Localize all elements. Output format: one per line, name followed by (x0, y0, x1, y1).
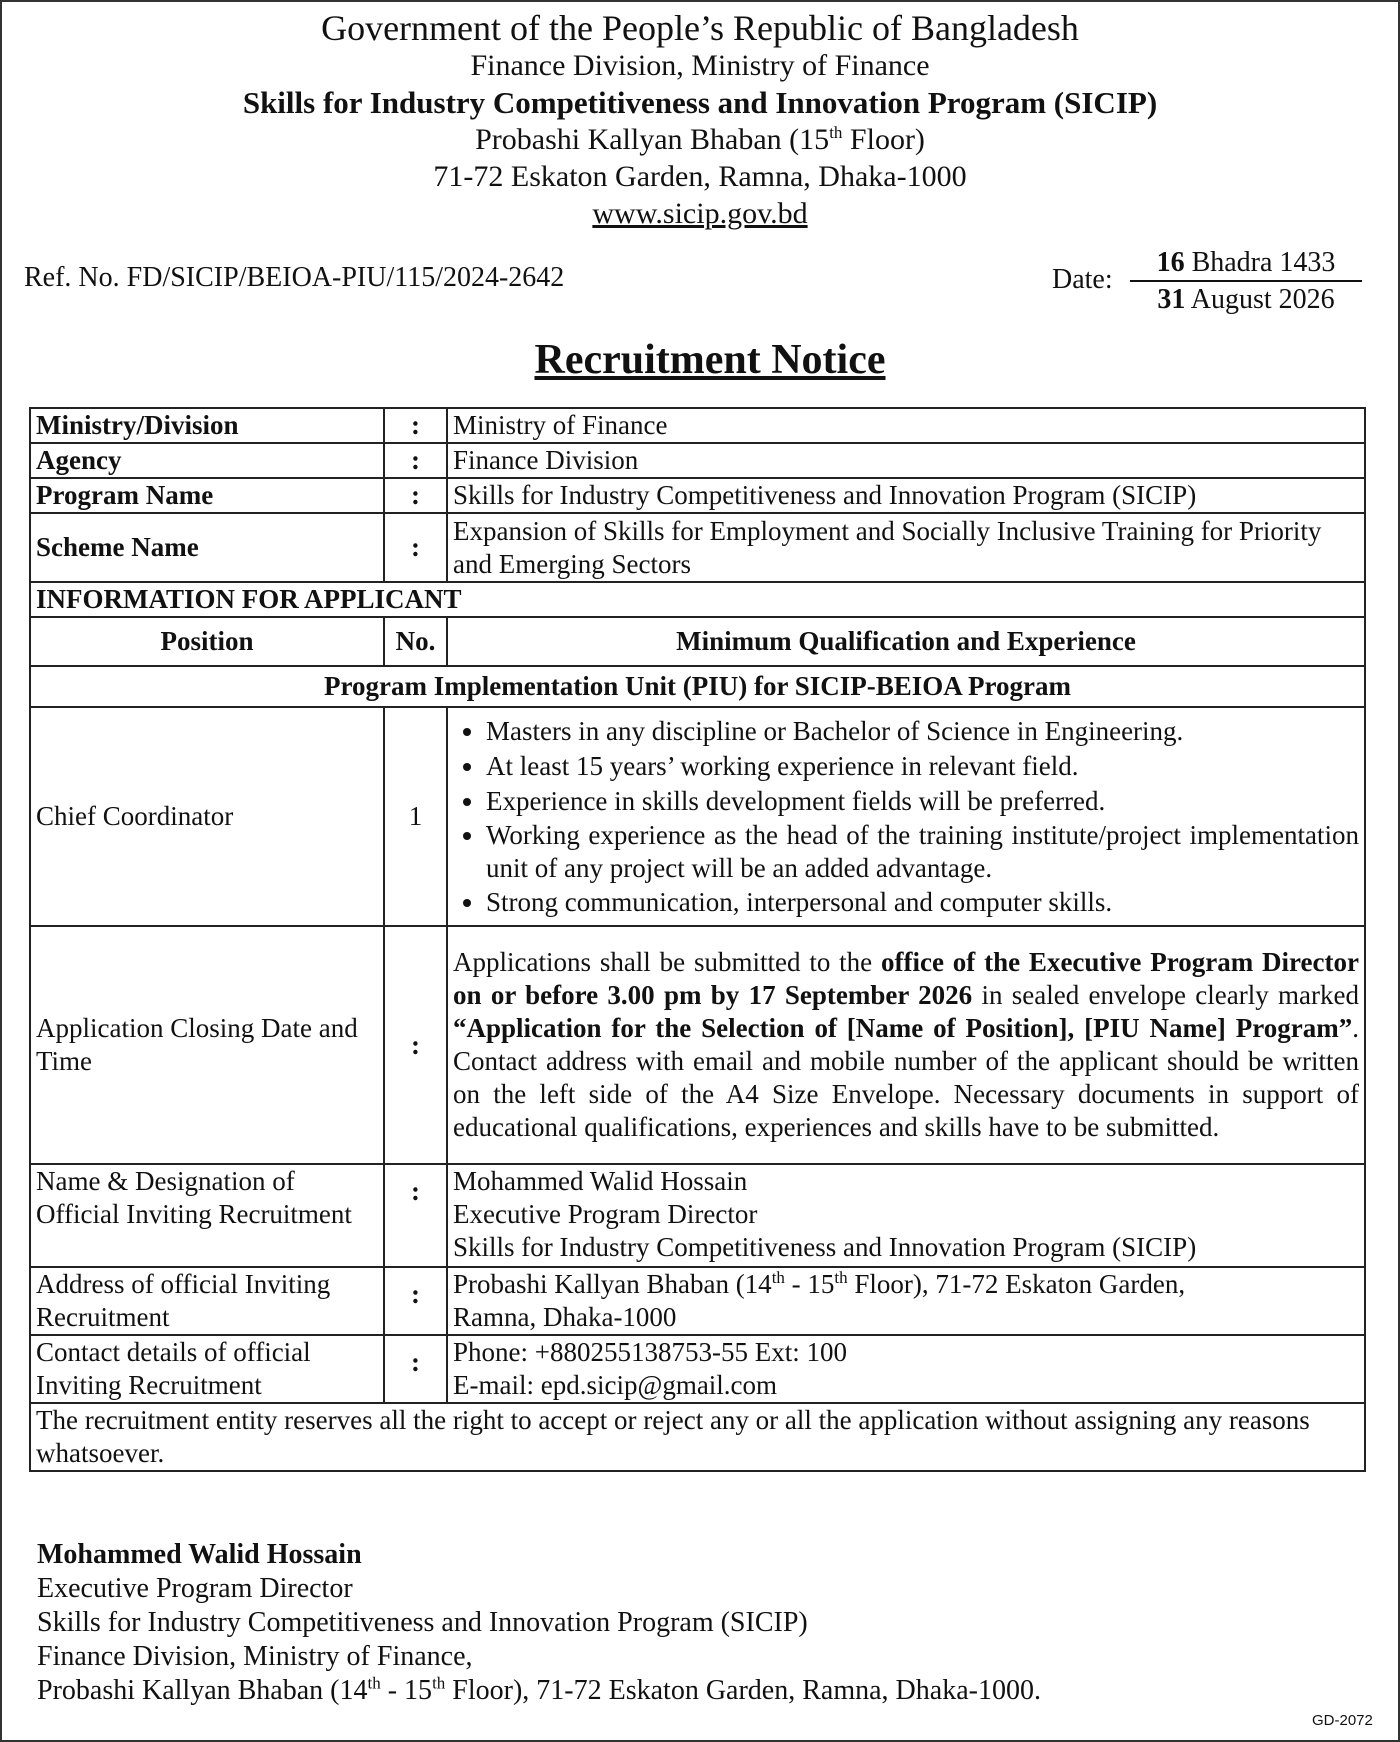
date-bangla-day: 16 (1156, 247, 1185, 278)
address-text-2: - 15 (784, 1269, 835, 1299)
table-row (30, 443, 1365, 478)
signatory-designation: Executive Program Director (37, 1573, 353, 1604)
row-label: Ministry/Division (30, 408, 384, 443)
building-floor: Floor) (842, 123, 925, 156)
position-name: Chief Coordinator (30, 707, 384, 926)
address-line-1 (453, 1268, 1359, 1301)
program-name: Skills for Industry Competitiveness and Innovation Program (SICIP) (242, 85, 1158, 120)
envelope-marking: “Application for the Selection of [Name of Position], [PIU Name] Program” (453, 1013, 1353, 1043)
document-code: GD-2072 (1312, 1712, 1373, 1729)
row-colon: : (384, 443, 447, 478)
section-heading-row (30, 582, 1365, 617)
government-name: Government of the People’s Republic of Bangladesh (321, 8, 1079, 48)
address-text-3: Floor), 71-72 Eskaton Garden, (847, 1269, 1186, 1299)
closing-text-3: . Contact address with email and mobile number of the applicant should be written on the left side of the A4 Size Envelope. Necessary documents in support of educational qualifications, experiences and skills have to be submitted. (453, 1013, 1359, 1142)
list-item: • Working experience as the head of the training institute/project implementation unit of any project will be an added advantage. (486, 819, 1359, 885)
notice-title: Recruitment Notice (534, 337, 886, 383)
closing-deadline: office of the Executive Program Director on or before 3.00 pm by 17 September 2026 (453, 947, 1359, 1010)
closing-label: Application Closing Date and Time (30, 926, 384, 1164)
contact-row (30, 1335, 1365, 1403)
row-colon: : (384, 1267, 447, 1335)
address-row (30, 1267, 1365, 1335)
contact-email[interactable]: E-mail: epd.sicip@gmail.com (453, 1370, 778, 1400)
division-name: Finance Division, Ministry of Finance (470, 49, 930, 82)
list-item: • Experience in skills development fields will be preferred. (486, 784, 1359, 819)
row-colon: : (384, 1335, 447, 1403)
column-no: No. (384, 617, 447, 666)
address-label: Address of official Inviting Recruitment (30, 1267, 384, 1335)
disclaimer: The recruitment entity reserves all the right to accept or reject any or all the application without assigning any reasons whatsoever. (30, 1403, 1365, 1471)
row-label: Agency (30, 443, 384, 478)
unit-heading-row (30, 666, 1365, 707)
date-english (1130, 282, 1362, 318)
building-text: Probashi Kallyan Bhaban (15 (475, 123, 830, 156)
row-colon: : (384, 478, 447, 513)
official-value (447, 1164, 1365, 1267)
position-row (30, 707, 1365, 926)
address-line: 71-72 Eskaton Garden, Ramna, Dhaka-1000 (433, 160, 967, 193)
disclaimer-row (30, 1403, 1365, 1471)
address-value (447, 1267, 1365, 1335)
position-count: 1 (384, 707, 447, 926)
sig-addr-1: Probashi Kallyan Bhaban (14 (37, 1675, 368, 1706)
building-line (0, 121, 1400, 158)
qualification-list (453, 714, 1359, 920)
official-row (30, 1164, 1365, 1267)
closing-text-1: Applications shall be submitted to the (453, 947, 881, 977)
row-colon: : (384, 1164, 447, 1267)
official-name: Mohammed Walid Hossain (453, 1166, 748, 1196)
list-item: • At least 15 years’ working experience in relevant field. (486, 749, 1359, 784)
list-item: • Masters in any discipline or Bachelor of Science in Engineering. (486, 714, 1359, 749)
date-english-rest: August 2026 (1185, 284, 1335, 315)
signature-block (37, 1538, 1041, 1708)
table-row (30, 408, 1365, 443)
table-row (30, 478, 1365, 513)
reference-number: Ref. No. FD/SICIP/BEIOA-PIU/115/2024-2642 (24, 262, 565, 293)
address-sup-1: th (771, 1268, 785, 1287)
date-english-day: 31 (1157, 284, 1186, 315)
signatory-division: Finance Division, Ministry of Finance, (37, 1641, 473, 1672)
row-value: Finance Division (447, 443, 1365, 478)
address-line-2: Ramna, Dhaka-1000 (453, 1302, 677, 1332)
official-program: Skills for Industry Competitiveness and Innovation Program (SICIP) (453, 1232, 1197, 1262)
closing-text (447, 926, 1365, 1164)
row-colon: : (384, 513, 447, 582)
official-label: Name & Designation of Official Inviting Recruitment (30, 1164, 384, 1267)
row-colon: : (384, 926, 447, 1164)
address-text-1: Probashi Kallyan Bhaban (14 (453, 1269, 772, 1299)
notice-table (29, 407, 1366, 1472)
date-block (1130, 246, 1362, 318)
date-bangla (1130, 246, 1362, 282)
column-header-row (30, 617, 1365, 666)
row-label: Scheme Name (30, 513, 384, 582)
unit-heading: Program Implementation Unit (PIU) for SICIP-BEIOA Program (30, 666, 1365, 707)
date-bangla-rest: Bhadra 1433 (1184, 247, 1336, 278)
contact-phone: Phone: +880255138753-55 Ext: 100 (453, 1337, 847, 1367)
sig-sup-2: th (432, 1673, 446, 1693)
column-qualification: Minimum Qualification and Experience (447, 617, 1365, 666)
closing-row (30, 926, 1365, 1164)
sig-addr-2: - 15 (380, 1675, 433, 1706)
signatory-address (37, 1674, 1041, 1708)
sig-sup-1: th (367, 1673, 381, 1693)
info-heading: INFORMATION FOR APPLICANT (30, 582, 1365, 617)
official-designation: Executive Program Director (453, 1199, 758, 1229)
address-sup-2: th (834, 1268, 848, 1287)
signatory-program: Skills for Industry Competitiveness and Innovation Program (SICIP) (37, 1607, 808, 1638)
contact-value (447, 1335, 1365, 1403)
date-label: Date: (1052, 264, 1113, 295)
column-position: Position (30, 617, 384, 666)
table-row (30, 513, 1365, 582)
letterhead (0, 10, 1400, 232)
contact-label: Contact details of official Inviting Recruitment (30, 1335, 384, 1403)
row-value: Ministry of Finance (447, 408, 1365, 443)
building-sup: th (829, 123, 843, 142)
row-value: Expansion of Skills for Employment and Socially Inclusive Training for Priority and Emerging Sectors (447, 513, 1365, 582)
qualification-cell (447, 707, 1365, 926)
row-colon: : (384, 408, 447, 443)
list-item: • Strong communication, interpersonal and computer skills. (486, 885, 1359, 920)
website-link[interactable]: www.sicip.gov.bd (592, 197, 808, 230)
signatory-name: Mohammed Walid Hossain (37, 1539, 362, 1570)
sig-addr-3: Floor), 71-72 Eskaton Garden, Ramna, Dhaka-1000. (445, 1675, 1041, 1706)
closing-text-2: in sealed envelope clearly marked (972, 980, 1359, 1010)
row-value: Skills for Industry Competitiveness and Innovation Program (SICIP) (447, 478, 1365, 513)
row-label: Program Name (30, 478, 384, 513)
